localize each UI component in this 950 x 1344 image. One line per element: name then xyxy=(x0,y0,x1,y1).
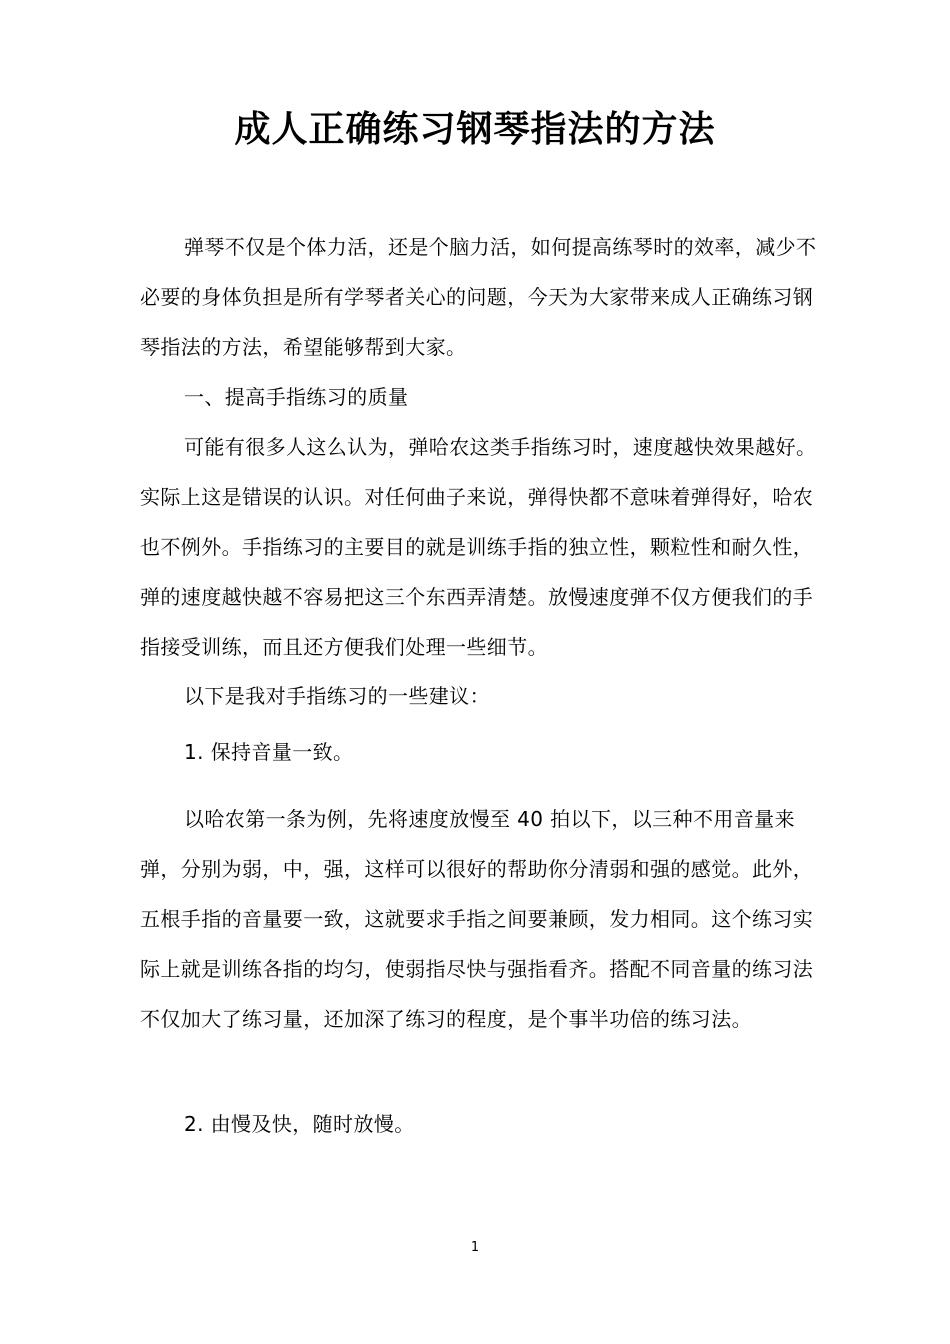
list-item-heading-1: 1. 保持音量一致。 xyxy=(184,740,354,764)
document-title: 成人正确练习钢琴指法的方法 xyxy=(234,109,716,150)
intro-paragraph: 弹琴不仅是个体力活，还是个脑力活，如何提高练琴时的效率，减少不必要的身体负担是所有学琴者关心的问题，今天为大家带来成人正确练习钢琴指法的方法，希望能够帮到大家。 xyxy=(140,235,817,359)
list-item-paragraph-1: 以哈农第一条为例，先将速度放慢至 40 拍以下，以三种不用音量来弹，分别为弱，中，强，这样可以很好的帮助你分清弱和强的感觉。此外，五根手指的音量要一致，这就要求手指之间要兼顾，发力相同。这个练习实际上就是训练各指的均匀，使弱指尽快与强指看齐。搭配不同音量的练习法不仅加大了练习量，还加深了练习的程度，是个事半功倍的练习法。 xyxy=(140,807,814,1031)
suggestions-intro: 以下是我对手指练习的一些建议： xyxy=(184,684,490,708)
list-item-heading-2: 2. 由慢及快，随时放慢。 xyxy=(184,1112,415,1136)
section-heading: 一、提高手指练习的质量 xyxy=(184,385,409,409)
page-number: 1 xyxy=(470,1240,480,1255)
section-paragraph: 可能有很多人这么认为，弹哈农这类手指练习时，速度越快效果越好。实际上这是错误的认识。对任何曲子来说，弹得快都不意味着弹得好，哈农也不例外。手指练习的主要目的就是训练手指的独立性，颗粒性和耐久性，弹的速度越快越不容易把这三个东西弄清楚。放慢速度弹不仅方便我们的手指接受训练，而且还方便我们处理一些细节。 xyxy=(140,435,817,659)
